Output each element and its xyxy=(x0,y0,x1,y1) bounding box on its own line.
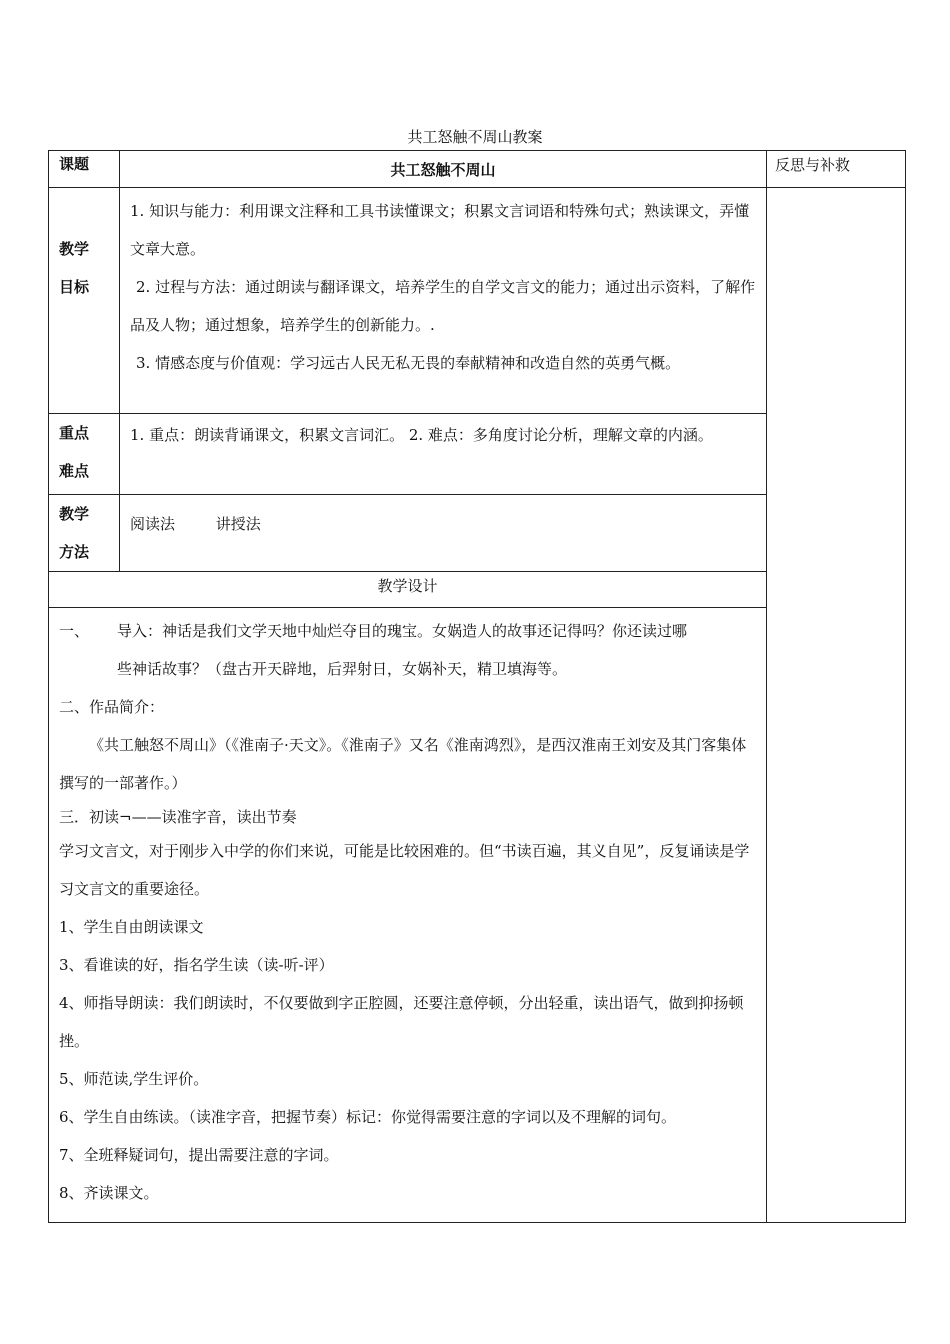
key-label-line1: 重点 xyxy=(59,424,90,442)
design-header: 教学设计 xyxy=(377,577,438,595)
step-item: 1、学生自由朗读课文 xyxy=(59,918,204,936)
goal-item: 1. 知识与能力：利用课文注释和工具书读懂课文；积累文言词语和特殊句式；熟读课文，弄懂文章大意。 xyxy=(130,202,750,258)
method-cell xyxy=(120,495,767,572)
key-label-line2: 难点 xyxy=(59,462,90,480)
method-label-line1: 教学 xyxy=(59,505,90,523)
step-item: 7、全班释疑词句，提出需要注意的字词。 xyxy=(59,1146,339,1164)
method-label-line2: 方法 xyxy=(59,543,90,561)
step-item: 8、齐读课文。 xyxy=(59,1184,159,1202)
method-item: 阅读法 xyxy=(130,515,176,533)
method-label-cell xyxy=(49,495,120,572)
step-item: 4、师指导朗读：我们朗读时，不仅要做到字正腔圆，还要注意停顿，分出轻重，读出语气，做到抑扬顿挫。 xyxy=(59,994,744,1050)
step-item: 6、学生自由练读。（读准字音，把握节奏）标记：你觉得需要注意的字词以及不理解的词句。 xyxy=(59,1108,677,1126)
method-item: 讲授法 xyxy=(215,515,261,533)
key-points-text: 1. 重点：朗读背诵课文，积累文言词汇。 2. 难点：多角度讨论分析，理解文章的内涵。 xyxy=(130,426,713,444)
topic-title-cell xyxy=(120,151,767,188)
lesson-plan-table xyxy=(48,150,906,1223)
topic-label: 课题 xyxy=(59,155,90,173)
reflection-header: 反思与补救 xyxy=(775,156,851,174)
step-item: 3、看谁读的好，指名学生读（读-听-评） xyxy=(59,956,334,974)
design-body-cell xyxy=(49,608,767,1223)
reflection-header-cell xyxy=(767,151,906,188)
document-title: 共工怒触不周山教案 xyxy=(407,128,543,146)
intro-continued: 些神话故事？（盘古开天辟地，后羿射日，女娲补天，精卫填海等。 xyxy=(117,660,568,678)
topic-label-cell xyxy=(49,151,120,188)
reflection-cell xyxy=(767,188,906,1223)
goals-label-cell xyxy=(49,188,120,414)
key-label-cell xyxy=(49,414,120,495)
section-title: 三．初读¬——读准字音，读出节奏 xyxy=(59,808,297,826)
goals-label-line1: 教学 xyxy=(59,240,90,258)
section-title: 二、作品简介： xyxy=(59,698,165,716)
key-points-cell xyxy=(120,414,767,495)
goal-item: 3. 情感态度与价值观：学习远古人民无私无畏的奉献精神和改造自然的英勇气概。 xyxy=(136,354,681,372)
goals-row xyxy=(49,188,906,414)
step-item: 5、师范读,学生评价。 xyxy=(59,1070,209,1088)
section-number: 一、 xyxy=(59,622,90,640)
topic-row xyxy=(49,151,906,188)
intro-text: 导入：神话是我们文学天地中灿烂夺目的瑰宝。女娲造人的故事还记得吗？你还读过哪 xyxy=(117,622,688,640)
goals-label-line2: 目标 xyxy=(59,278,90,296)
reading-intro-text: 学习文言文，对于刚步入中学的你们来说，可能是比较困难的。但“书读百遍，其义自见”，反复诵读是学习文言文的重要途径。 xyxy=(59,842,750,898)
topic-title: 共工怒触不周山 xyxy=(390,161,496,179)
goals-cell xyxy=(120,188,767,414)
work-intro-text: 《共工触怒不周山》（《淮南子·天文》。《淮南子》又名《淮南鸿烈》，是西汉淮南王刘安及其门客集体撰写的一部著作。） xyxy=(59,736,747,792)
goal-item: 2. 过程与方法：通过朗读与翻译课文，培养学生的自学文言文的能力；通过出示资料，了解作品及人物；通过想象，培养学生的创新能力。. xyxy=(130,278,756,334)
design-header-cell xyxy=(49,572,767,608)
